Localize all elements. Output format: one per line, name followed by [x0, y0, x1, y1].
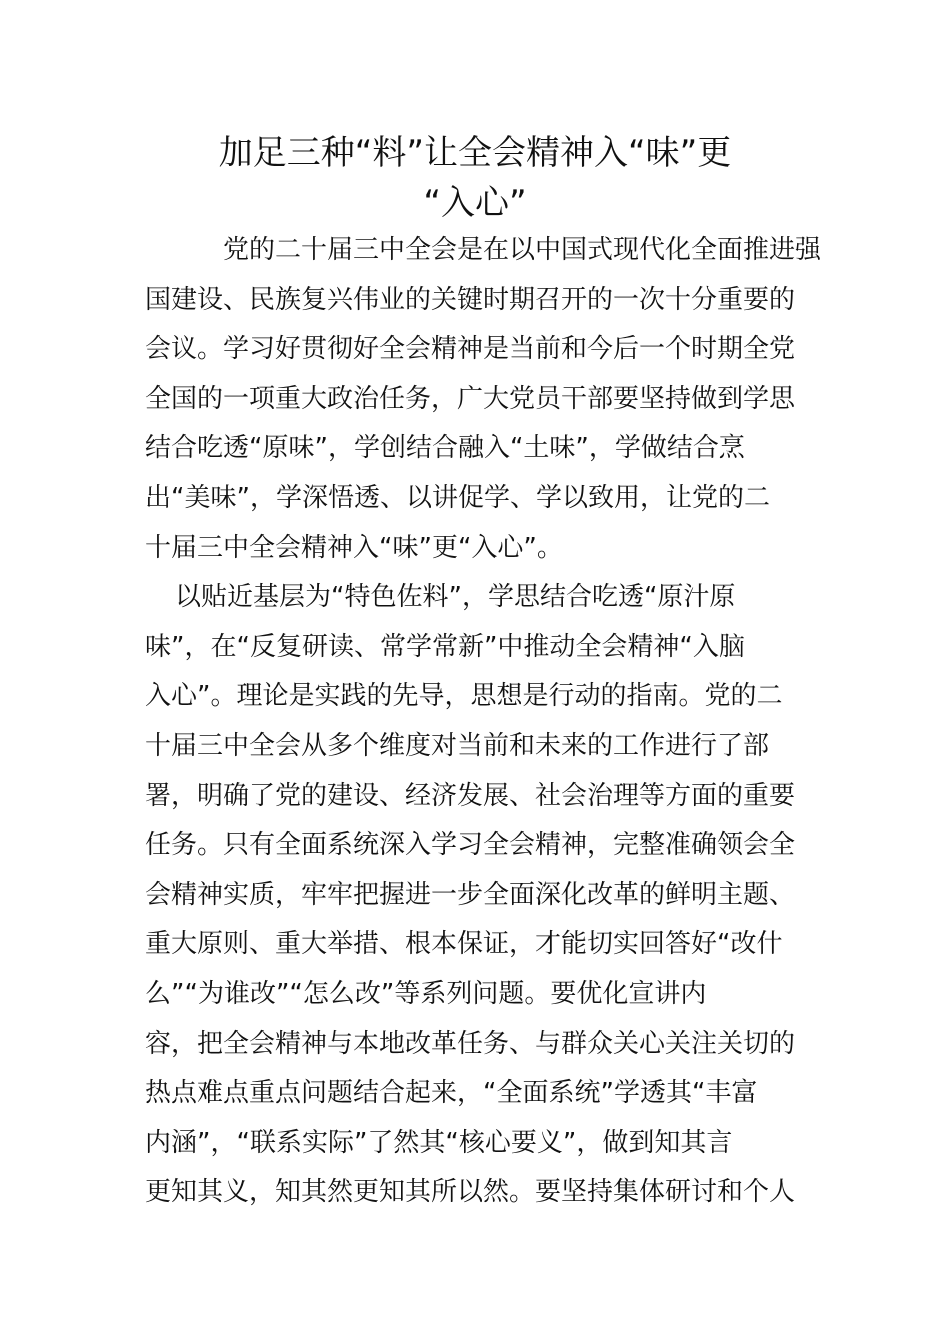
title-line-2: “入心” [423, 183, 527, 223]
paragraph-1-line-1: 党的二十届三中全会是在以中国式现代化全面推进强 [223, 235, 822, 265]
paragraph-2-line-2: 味”，在“反复研读、常学常新”中推动全会精神“入脑 [145, 631, 745, 662]
paragraph-2-line-3: 入心”。理论是实践的先导，思想是行动的指南。党的二 [145, 681, 783, 712]
paragraph-2-line-5: 署，明确了党的建设、经济发展、社会治理等方面的重要 [145, 780, 796, 811]
paragraph-2-line-4: 十届三中全会从多个维度对当前和未来的工作进行了部 [145, 730, 770, 761]
paragraph-2-line-10: 容，把全会精神与本地改革任务、与群众关心关注关切的 [145, 1028, 796, 1059]
paragraph-2-line-8: 重大原则、重大举措、根本保证，才能切实回答好“改什 [145, 929, 783, 960]
paragraph-1-line-5: 结合吃透“原味”，学创结合融入“土味”，学做结合烹 [145, 433, 745, 464]
paragraph-2-line-12: 内涵”，“联系实际”了然其“核心要义”，做到知其言 [145, 1127, 733, 1158]
paragraph-1-line-4: 全国的一项重大政治任务，广大党员干部要坚持做到学思 [145, 383, 796, 414]
paragraph-2-line-6: 任务。只有全面系统深入学习全会精神，完整准确领会全 [145, 830, 796, 861]
document-title [140, 128, 810, 228]
paragraph-2-line-9: 么”“为谁改”“怎么改”等系列问题。要优化宣讲内 [145, 978, 707, 1009]
paragraph-1-line-6: 出“美味”，学深悟透、以讲促学、学以致用，让党的二 [145, 482, 770, 513]
paragraph-1-line-3: 会议。学习好贯彻好全会精神是当前和今后一个时期全党 [145, 334, 796, 365]
paragraph-1-line-7: 十届三中全会精神入“味”更“入心”。 [145, 532, 563, 563]
paragraph-2-line-11: 热点难点重点问题结合起来，“全面系统”学透其“丰富 [145, 1078, 758, 1109]
title-line-1: 加足三种“料”让全会精神入“味”更 [218, 133, 732, 173]
paragraph-2-line-1: 以贴近基层为“特色佐料”，学思结合吃透“原汁原 [175, 582, 736, 613]
document-body [145, 226, 822, 1218]
paragraph-1-line-2: 国建设、民族复兴伟业的关键时期召开的一次十分重要的 [145, 284, 796, 315]
paragraph-2-line-7: 会精神实质，牢牢把握进一步全面深化改革的鲜明主题、 [145, 879, 796, 910]
paragraph-2-line-13: 更知其义，知其然更知其所以然。要坚持集体研讨和个人 [145, 1177, 796, 1208]
